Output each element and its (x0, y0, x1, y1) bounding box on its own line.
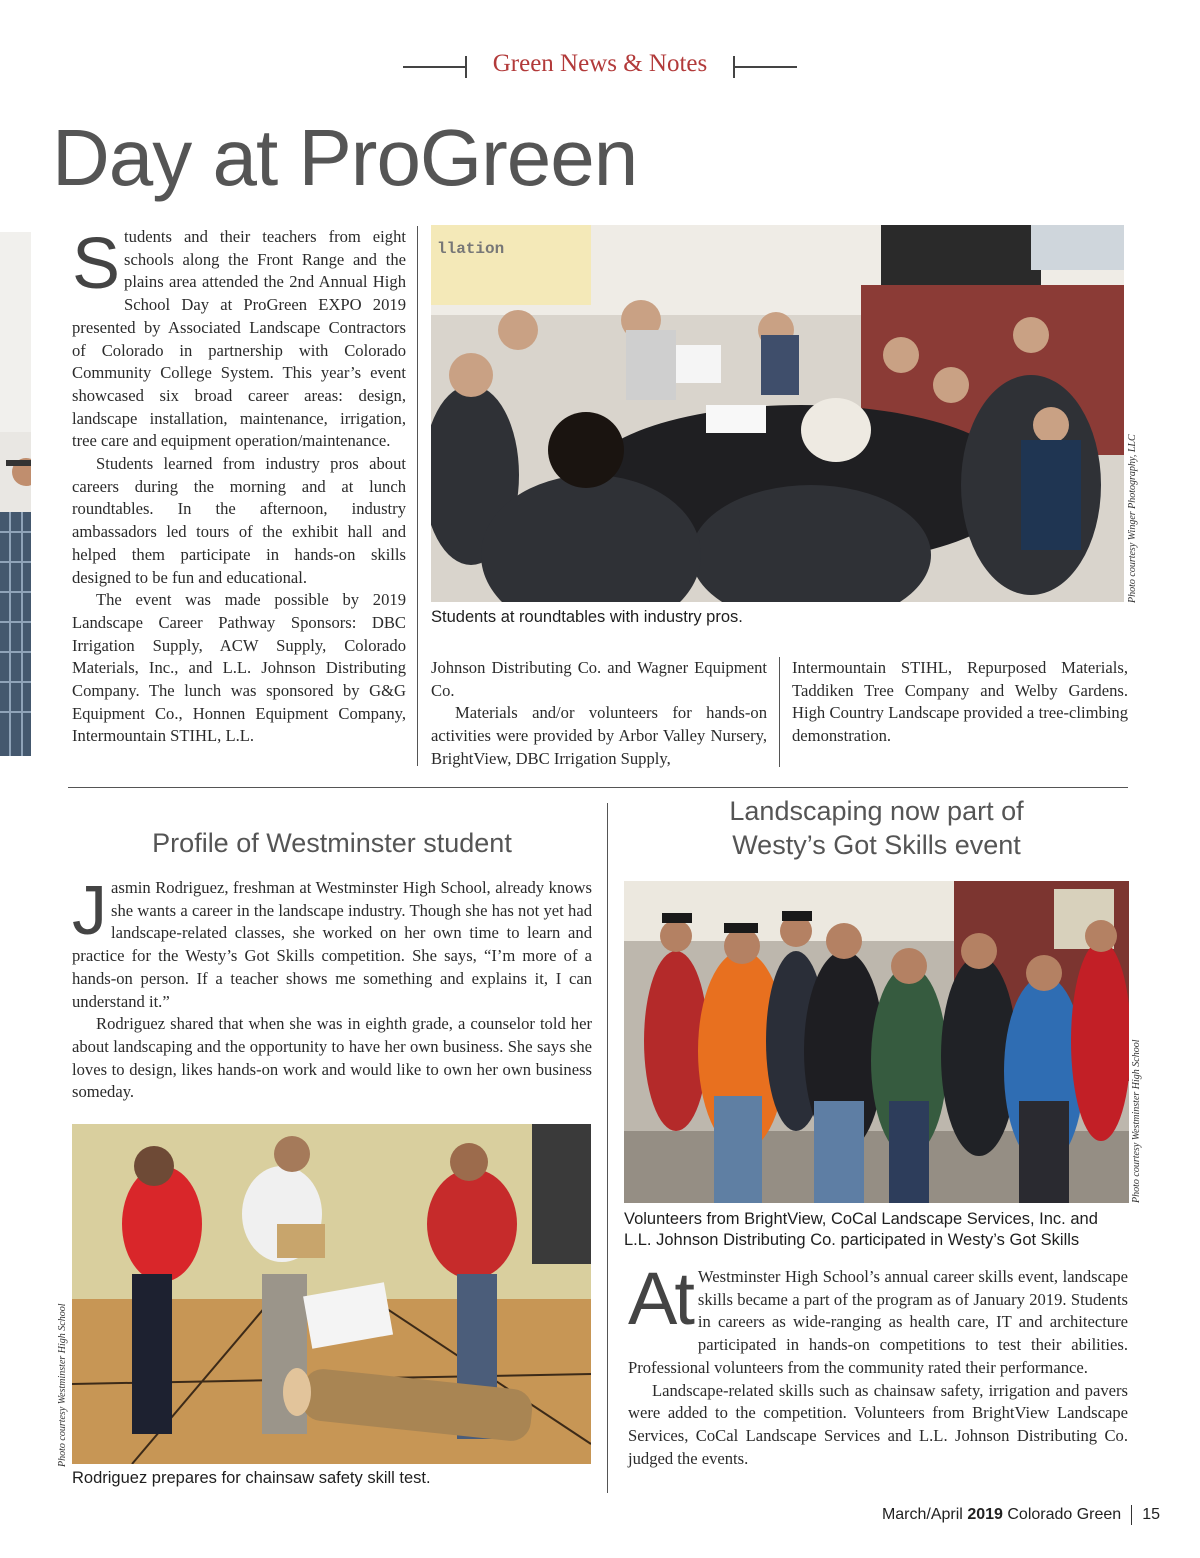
page-number: 15 (1142, 1506, 1160, 1524)
article3-body (628, 1257, 1128, 1470)
article2-paragraph1: asmin Rodriguez, freshman at Westminster High School, already knows she wants a career in the landscape industry. Though she has not yet had landscape-related classes, she worked on her own time to learn and practice for the Westy’s Got Skills competition. She says, “I’m more of a hands-on person. If a teacher shows me something and explains it, I can understand it.” (72, 878, 592, 1011)
header-tick-left (465, 56, 467, 78)
column-divider (417, 226, 418, 766)
section-label: Green News & Notes (492, 50, 708, 77)
section-header (0, 50, 1200, 84)
article1-col2-paragraph1: Johnson Distributing Co. and Wagner Equipment Co. (431, 658, 767, 700)
article2-paragraph2: Rodriguez shared that when she was in eighth grade, a counselor told her about landscaping and the opportunity to have her own business. She says she loves to design, likes hands-on work and would like to own her own business someday. (72, 1014, 592, 1102)
footer-separator (1131, 1505, 1132, 1525)
page-footer (820, 1505, 1160, 1525)
article3-paragraph2: Landscape-related skills such as chainsaw safety, irrigation and pavers were added to the competition. Volunteers from BrightView Landscape Services, CoCal Landscape Services and L.L. Johnson Distributing Co. judged the events. (628, 1380, 1128, 1468)
left-edge-photo (0, 232, 31, 756)
article1-paragraph1: tudents and their teachers from eight schools along the Front Range and the plains area attended the 2nd Annual High School Day at ProGreen EXPO 2019 presented by Associated Landscape Contractors of Colorado in partnership with Colorado Community College System. This year’s event showcased six broad career areas: design, landscape installation, maintenance, irrigation, tree care and equipment operation/maintenance. (72, 227, 406, 451)
westy-headline-line1: Landscaping now part of (729, 796, 1024, 826)
header-rule-right (734, 66, 797, 68)
article2-body (72, 871, 592, 1104)
photo-credit-westminster-right: Photo courtesy Westminster High School (1131, 1039, 1142, 1203)
volunteers-photo (624, 881, 1129, 1203)
header-rule-left (403, 66, 466, 68)
photo-credit-winger: Photo courtesy Winger Photography, LLC (1127, 434, 1138, 603)
volunteers-caption-line2: L.L. Johnson Distributing Co. participated in Westy’s Got Skills (624, 1231, 1080, 1249)
profile-headline: Profile of Westminster student (152, 828, 512, 858)
article1-column1 (72, 226, 406, 748)
section-divider (68, 787, 1128, 788)
article1-col3-paragraph1: Intermountain STIHL, Repurposed Materials, Taddiken Tree Company and Welby Gardens. High Country Landscape provided a tree-climbing demonstration. (792, 658, 1128, 746)
roundtable-photo (431, 225, 1124, 602)
article1-column3 (792, 657, 1128, 748)
dropcap-s: S (72, 224, 121, 304)
footer-year: 2019 (967, 1506, 1003, 1524)
footer-issue: March/April (881, 1506, 963, 1524)
article-title: Day at ProGreen (52, 113, 638, 202)
article1-column2 (431, 657, 767, 771)
volunteers-caption (624, 1209, 1154, 1251)
volunteers-caption-line1: Volunteers from BrightView, CoCal Landscape Services, Inc. and (624, 1210, 1098, 1228)
lower-column-divider (607, 803, 608, 1493)
article3-paragraph1: Westminster High School’s annual career skills event, landscape skills became a part of the program as of January 2019. Students in careers as wide-ranging as health care, IT and architecture participated in hands-on competitions to test their abilities. Professional volunteers from the community rated their performance. (628, 1267, 1128, 1377)
column-divider-2 (779, 657, 780, 767)
photo-credit-westminster-left: Photo courtesy Westminster High School (57, 1303, 68, 1467)
westy-headline (624, 794, 1129, 862)
chainsaw-caption: Rodriguez prepares for chainsaw safety skill test. (72, 1469, 431, 1487)
photo-sign-text: llation (437, 240, 505, 258)
article1-col2-paragraph2: Materials and/or volunteers for hands-on activities were provided by Arbor Valley Nursery, BrightView, DBC Irrigation Supply, (431, 703, 767, 768)
dropcap-j: J (72, 871, 107, 949)
chainsaw-test-photo (72, 1124, 591, 1464)
article1-paragraph3: The event was made possible by 2019 Landscape Career Pathway Sponsors: DBC Irrigation Supply, ACW Supply, Colorado Materials, Inc., and L.L. Johnson Distributing Company. The lunch was sponsored by G&G Equipment Co., Honnen Equipment Company, Intermountain STIHL, L.L. (72, 590, 406, 746)
westy-headline-line2: Westy’s Got Skills event (732, 830, 1021, 860)
article1-paragraph2: Students learned from industry pros about careers during the morning and at lunch roundtables. In the afternoon, industry ambassadors led tours of the exhibit hall and helped them participate in hands-on skills designed to be fun and educational. (72, 454, 406, 587)
footer-magazine: Colorado Green (1007, 1506, 1122, 1524)
dropcap-at: At (628, 1257, 692, 1340)
roundtable-caption: Students at roundtables with industry pros. (431, 608, 743, 626)
